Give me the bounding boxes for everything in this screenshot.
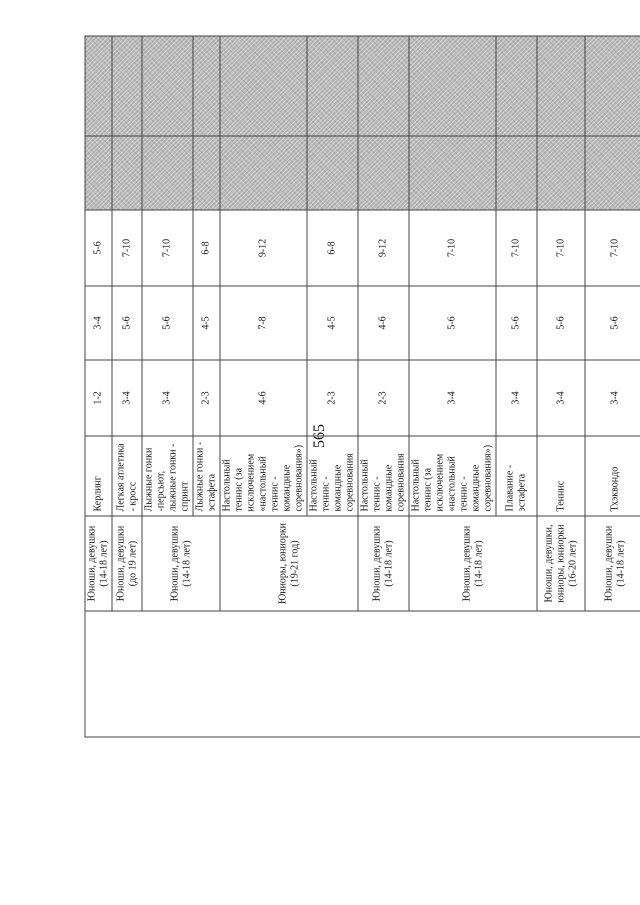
shaded-cell [537,36,585,136]
value-cell: 9-12 [220,210,307,286]
sport-cell: Настольный теннис - командные соревнования [307,436,358,516]
sport-cell: Легкая атлетика - кросс [112,436,142,516]
blank-cell [85,611,640,737]
value-cell: 7-8 [220,286,307,360]
shaded-cell [307,136,358,210]
sport-cell: Настольный теннис - командные соревнования [358,436,409,516]
shaded-cell [193,136,220,210]
value-cell: 6-8 [193,210,220,286]
rotated-table-block [84,36,626,737]
value-cell: 2-3 [193,360,220,436]
value-cell: 5-6 [585,286,640,360]
sport-cell: Лыжные гонки - эстафета [193,436,220,516]
value-cell: 9-12 [358,210,409,286]
value-cell: 2-3 [307,360,358,436]
value-cell: 7-10 [112,210,142,286]
shaded-cell [220,36,307,136]
shaded-cell [85,36,112,136]
sport-cell: Керлинг [85,436,112,516]
shaded-cell [585,136,640,210]
table-row [85,36,112,737]
value-cell: 3-4 [112,360,142,436]
value-cell: 5-6 [85,210,112,286]
age-group-cell: Юноши, девушки (14-18 лет) [142,516,220,611]
value-cell: 5-6 [112,286,142,360]
value-cell: 3-4 [409,360,496,436]
age-group-cell: Юноши, девушки (до 19 лет) [112,516,142,611]
shaded-cell [85,136,112,210]
value-cell: 3-4 [85,286,112,360]
value-cell: 7-10 [537,210,585,286]
shaded-cell [220,136,307,210]
age-group-cell: Юноши, девушки (14-18 лет) [585,516,640,611]
value-cell: 3-4 [496,360,537,436]
shaded-cell [112,136,142,210]
sport-cell: Настольный теннис (за исключением «настольный теннис - командные соревнования») [409,436,496,516]
shaded-cell [142,36,193,136]
sport-cell: Плавание - эстафета [496,436,537,516]
value-cell: 6-8 [307,210,358,286]
shaded-cell [409,36,496,136]
value-cell: 3-4 [142,360,193,436]
age-group-cell: Юноши, девушки, юниоры, юниорки (16-20 лет) [537,516,585,611]
sport-cell: Лыжные гонки -персьют, лыжные гонки - спринт [142,436,193,516]
value-cell: 4-6 [220,360,307,436]
value-cell: 7-10 [409,210,496,286]
sport-cell: Тхэквондо [585,436,640,516]
value-cell: 1-2 [85,360,112,436]
value-cell: 5-6 [537,286,585,360]
value-cell: 4-6 [358,286,409,360]
shaded-cell [496,36,537,136]
page-number: 565 [311,424,328,448]
shaded-cell [307,36,358,136]
shaded-cell [496,136,537,210]
shaded-cell [585,36,640,136]
value-cell: 3-4 [585,360,640,436]
sport-cell: Настольный теннис (за исключением «настольный теннис - командные соревнования») [220,436,307,516]
age-group-cell: Юноши, девушки (14-18 лет) [358,516,409,611]
shaded-cell [193,36,220,136]
sport-cell: Теннис [537,436,585,516]
value-cell: 2-3 [358,360,409,436]
value-cell: 5-6 [409,286,496,360]
value-cell: 4-5 [307,286,358,360]
value-cell: 3-4 [537,360,585,436]
value-cell: 4-5 [193,286,220,360]
shaded-cell [537,136,585,210]
sport-ranking-table [84,35,640,737]
age-group-cell: Юниоры, юниорки (19-21 год) [220,516,358,611]
shaded-cell [409,136,496,210]
value-cell: 7-10 [585,210,640,286]
shaded-cell [358,36,409,136]
age-group-cell: Юноши, девушки (14-18 лет) [85,516,112,611]
value-cell: 7-10 [142,210,193,286]
shaded-cell [358,136,409,210]
shaded-cell [112,36,142,136]
value-cell: 5-6 [142,286,193,360]
shaded-cell [142,136,193,210]
value-cell: 5-6 [496,286,537,360]
value-cell: 7-10 [496,210,537,286]
age-group-cell: Юноши, девушки (14-18 лет) [409,516,537,611]
